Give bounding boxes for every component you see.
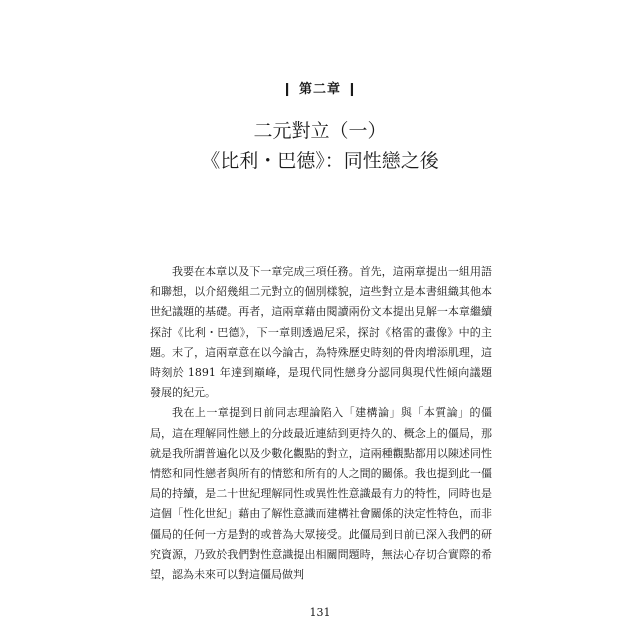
chapter-title <box>0 116 640 176</box>
body-paragraph-2: 我在上一章提到日前同志理論陷入「建構論」與「本質論」的僵局，這在理解同性戀上的分歧最近連結到更持久的、概念上的僵局，那就是我所謂普遍化以及少數化觀點的對立，這兩種觀點都用以陳述同性情慾和同性戀者與所有的情慾和所有的人之間的關係。我也提到此一僵局的持續，是二十世紀理解同性或異性性意識最有力的特性，同時也是這個「性化世紀」藉由了解性意識而建構社會關係的決定性特色，而非僵局的任何一方是對的或普為大眾接受。此僵局到日前已深入我們的研究資源，乃致於我們對性意識提出相關問題時，無法心存切合實際的希望，認為未來可以對這僵局做判 <box>150 406 492 582</box>
body-paragraph-1: 我要在本章以及下一章完成三項任務。首先，這兩章提出一組用語和聯想，以介紹幾組二元對立的個別樣貌，這些對立是本書組織其他本世紀議題的基礎。再者，這兩章藉由閱讀兩份文本提出見解一本章繼續探討《比利・巴德》，下一章則透過尼采，探討《格雷的畫像》中的主題。末了，這兩章意在以今論古，為特殊歷史時刻的骨肉增添肌理，這時刻於 1891 年達到巔峰，是現代同性戀身分認同與現代性傾向議題發展的紀元。 <box>150 265 492 400</box>
chapter-title-line-1: 二元對立（一） <box>253 120 387 142</box>
chapter-title-line-2: 《比利・巴德》：同性戀之後 <box>201 150 439 172</box>
body-text <box>150 262 492 585</box>
page-number: 131 <box>309 606 331 619</box>
chapter-label: ❙ 第二章 ❙ <box>281 82 359 97</box>
